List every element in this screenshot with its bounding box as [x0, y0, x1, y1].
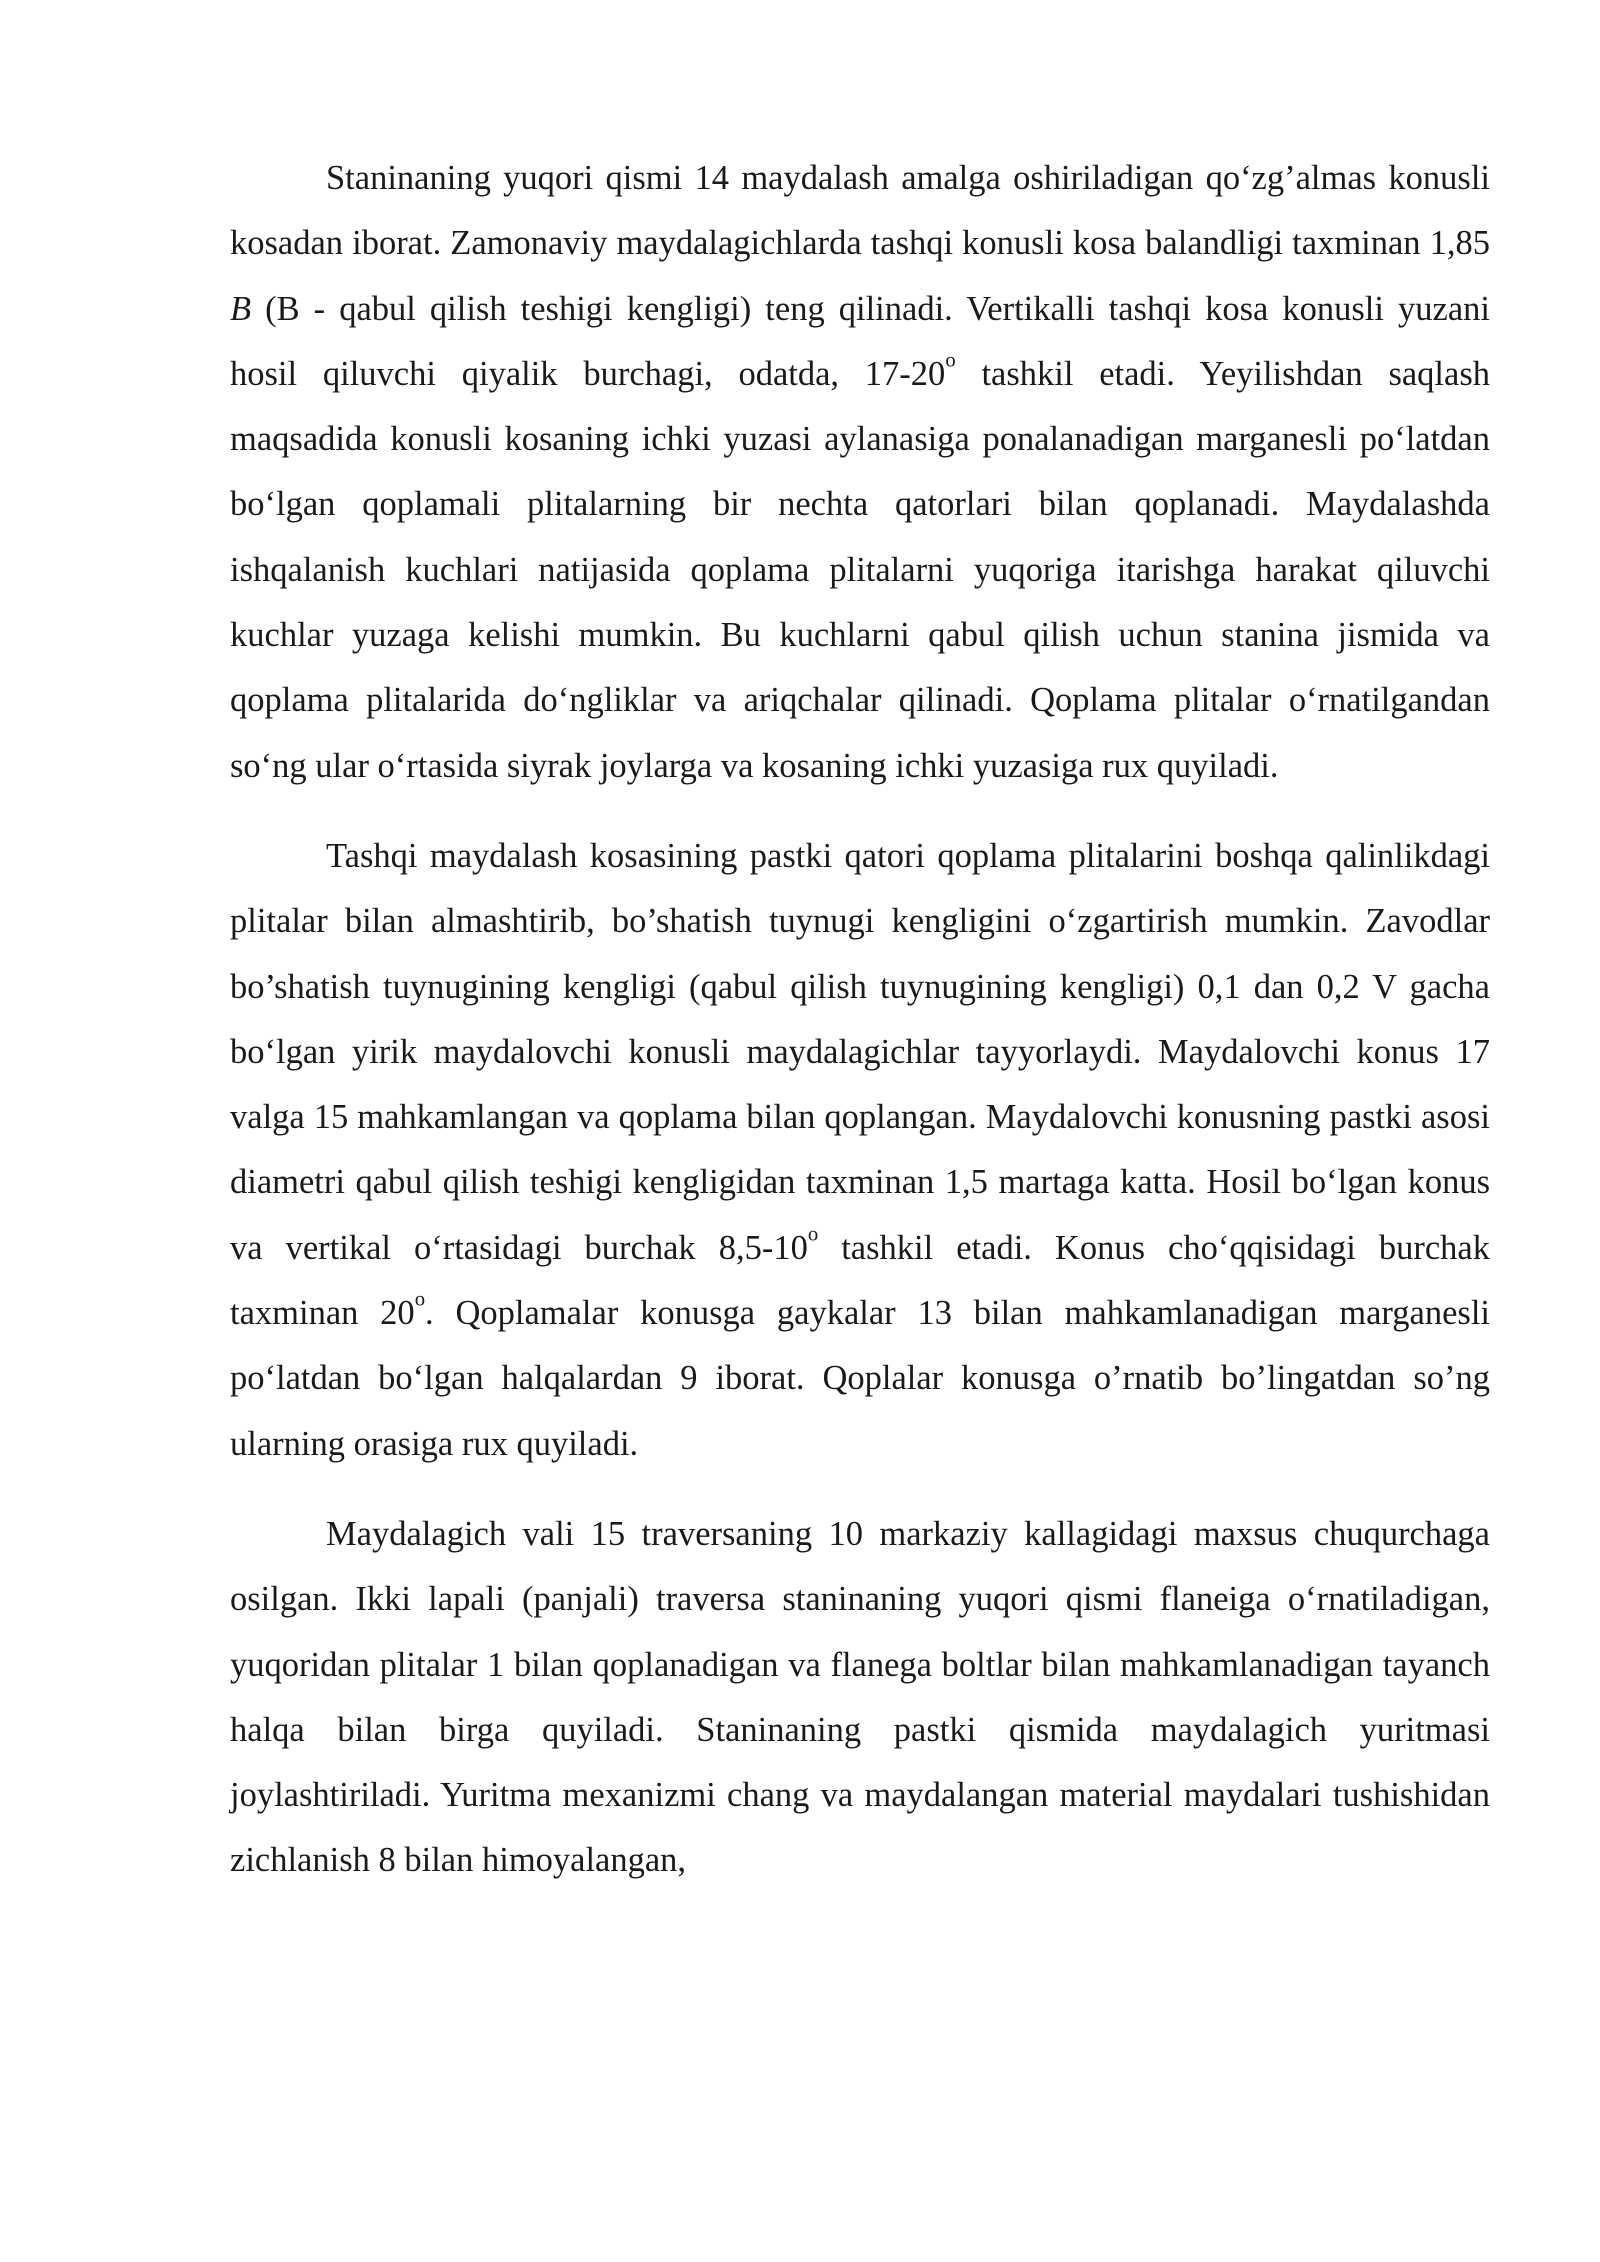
- paragraph-3: Maydalagich vali 15 traversaning 10 markaziy kallagidagi maxsus chuqurchaga osilgan. Ikki lapali (panjali) traversa staninaning yuqori qismi flaneiga o‘rnatiladigan, yuqoridan plitalar 1 bilan qoplanadigan va flanega boltlar bilan mahkamlanadigan tayanch halqa bilan birga quyiladi. Staninaning pastki qismida maydalagich yuritmasi joylashtiriladi. Yuritma mexanizmi chang va maydalangan material maydalari tushishidan zichlanish 8 bilan himoyalangan,: [230, 1514, 1490, 1880]
- degree-sign: o: [807, 1223, 819, 1246]
- degree-sign: o: [945, 349, 956, 372]
- degree-sign: o: [414, 1288, 426, 1311]
- paragraph-1: Staninaning yuqori qismi 14 maydalash amalga oshiriladigan qo‘zg’almas konusli kosadan iborat. Zamonaviy maydalagichlarda tashqi konusli kosa balandligi taxminan 1,85 B (B - qabul qilish teshigi kengligi) teng qilinadi. Vertikalli tashqi kosa konusli yuzani hosil qiluvchi qiyalik burchagi, odatda, 17-20$^o$ tashkil etadi. Yeyilishdan saqlash maqsadida konusli kosaning ichki yuzasi aylanasiga ponalanadigan marganesli po‘latdan bo‘lgan qoplamali plitalarning bir nechta qatorlari bilan qoplanadi. Maydalashda ishqalanish kuchlari natijasida qoplama plitalarni yuqoriga itarishga harakat qiluvchi kuchlar yuzaga kelishi mumkin. Bu kuchlarni qabul qilish uchun stanina jismida va qoplama plitalarida do‘ngliklar va ariqchalar qilinadi. Qoplama plitalar o‘rnatilgandan so‘ng ular o‘rtasida siyrak joylarga va kosaning ichki yuzasiga rux quyiladi.: [230, 159, 1491, 785]
- paragraph-2: Tashqi maydalash kosasining pastki qatori qoplama plitalarini boshqa qalinlikdagi plitalar bilan almashtirib, bo’shatish tuynugi kengligini o‘zgartirish mumkin. Zavodlar bo’shatish tuynugining kengligi (qabul qilish tuynugining kengligi) 0,1 dan 0,2 V gacha bo‘lgan yirik maydalovchi konusli maydalagichlar tayyorlaydi. Maydalovchi konus 17 valga 15 mahkamlangan va qoplama bilan qoplangan. Maydalovchi konusning pastki asosi diametri qabul qilish teshigi kengligidan taxminan 1,5 martaga katta. Hosil bo‘lgan konus va vertikal o‘rtasidagi burchak 8,5-10$^o$ tashkil etadi. Konus cho‘qqisidagi burchak taxminan 20$^o$. Qoplamalar konusga gaykalar 13 bilan mahkamlanadigan marganesli po‘latdan bo‘lgan halqalardan 9 iborat. Qoplalar konusga o’rnatib bo’lingatdan so’ng ularning orasiga rux quyiladi.: [230, 836, 1490, 1463]
- body-text: [230, 146, 1490, 1919]
